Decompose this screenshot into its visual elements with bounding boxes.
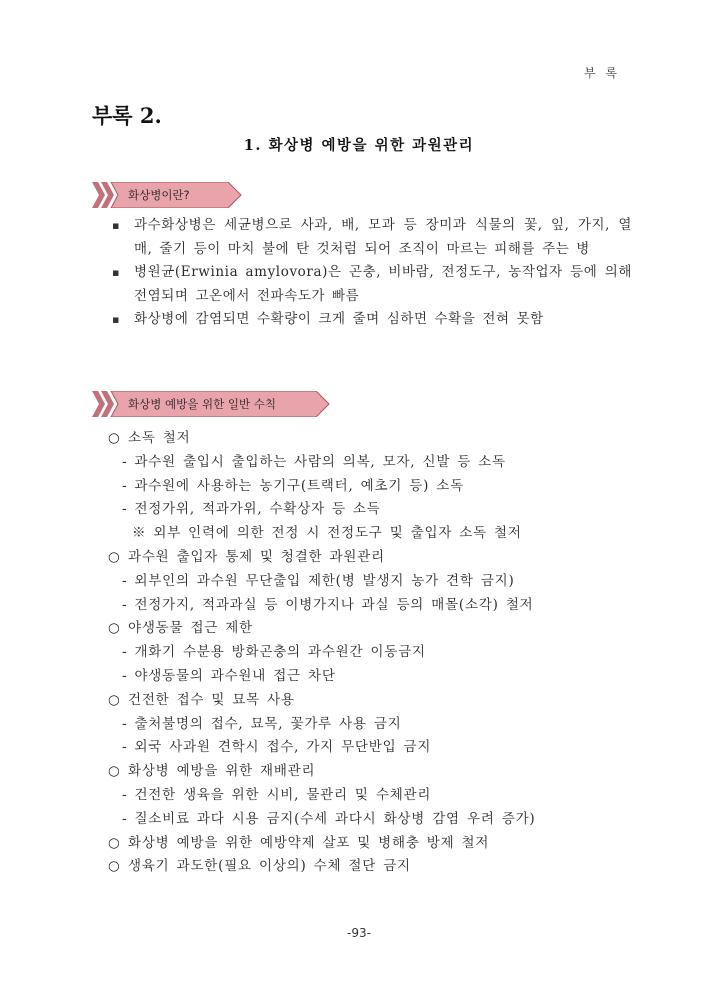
list-item: ▪ 화상병에 감염되면 수확량이 크게 줄며 심하면 수확을 전혀 못함 [112,308,632,332]
rule-item [108,546,628,570]
section2-banner [92,391,330,417]
circle-bullet-icon: ○ [108,763,121,780]
rule-title: 화상병 예방을 위한 예방약제 살포 및 병해충 방제 철저 [128,834,490,851]
circle-bullet-icon: ○ [108,548,121,565]
rule-title: 소독 철저 [128,430,191,446]
circle-bullet-icon: ○ [108,834,121,851]
rule-subitem: - 과수원 출입시 출입하는 사람의 의복, 모자, 신발 등 소독 [122,453,506,470]
rule-subitem: - 전정가위, 적과가위, 수확상자 등 소득 [122,501,381,518]
rule-title: 야생동물 접근 제한 [128,620,253,637]
circle-bullet-icon: ○ [108,858,121,875]
rule-title: 생육기 과도한(필요 이상의) 수체 절단 금지 [128,858,411,875]
rule-item [108,689,628,713]
running-header: 부 록 [584,66,620,80]
circle-bullet-icon: ○ [108,691,121,708]
section1-bullet-list [112,214,632,332]
list-item: ▪ 병원균(Erwinia amylovora)은 곤충, 비바람, 전정도구, 농작업자 등에 의해 전염되며 고온에서 전파속도가 빠름 [112,261,632,308]
rule-subitem: - 개화기 수분용 방화곤충의 과수원간 이동금지 [122,644,426,661]
rule-title: 화상병 예방을 위한 재배관리 [128,763,316,780]
rule-subitem: - 외부인의 과수원 무단출입 제한(병 발생지 농가 견학 금지) [122,572,515,589]
rule-item [108,832,628,856]
rule-item [108,760,628,784]
section2-rule-list [108,427,628,879]
rule-subitem: - 전정가지, 적과과실 등 이병가지나 과실 등의 매몰(소각) 철저 [122,596,534,613]
section1-heading: 화상병이란? [128,188,190,202]
rule-item [108,855,628,879]
rule-subitem: - 외국 사과원 견학시 접수, 가지 무단반입 금지 [122,739,432,756]
rule-subitem: - 출처불명의 접수, 묘목, 꽃가루 사용 금지 [122,715,402,732]
circle-bullet-icon: ○ [108,430,121,446]
rule-subitem: - 질소비료 과다 시용 금지(수세 과다시 화상병 감염 우려 증가) [122,810,536,827]
appendix-title: 부록 2. [92,103,162,128]
rule-title: 건전한 접수 및 묘목 사용 [128,691,295,708]
circle-bullet-icon: ○ [108,620,121,637]
rule-subitem: - 과수원에 사용하는 농기구(트랙터, 예초기 등) 소독 [122,477,464,494]
section1-banner [92,182,242,208]
page-number: -93- [347,926,371,940]
rule-subitem: - 야생동물의 과수원내 접근 차단 [122,667,336,684]
list-item: ▪ 과수화상병은 세균병으로 사과, 배, 모과 등 장미과 식물의 꽃, 잎, 가지, 열매, 줄기 등이 마치 불에 탄 것처럼 되어 조직이 마르는 피해를 주는 병 [112,214,632,261]
rule-item [108,617,628,641]
rule-item [108,427,628,451]
rule-subitem: - 건전한 생육을 위한 시비, 물관리 및 수체관리 [122,786,432,803]
rule-note: ※ 외부 인력에 의한 전정 시 전정도구 및 출입자 소독 철저 [132,525,522,542]
section2-heading: 화상병 예방을 위한 일반 수칙 [128,397,276,411]
rule-title: 과수원 출입자 통제 및 청결한 과원관리 [128,548,385,565]
document-title: 1. 화상병 예방을 위한 과원관리 [243,137,475,154]
